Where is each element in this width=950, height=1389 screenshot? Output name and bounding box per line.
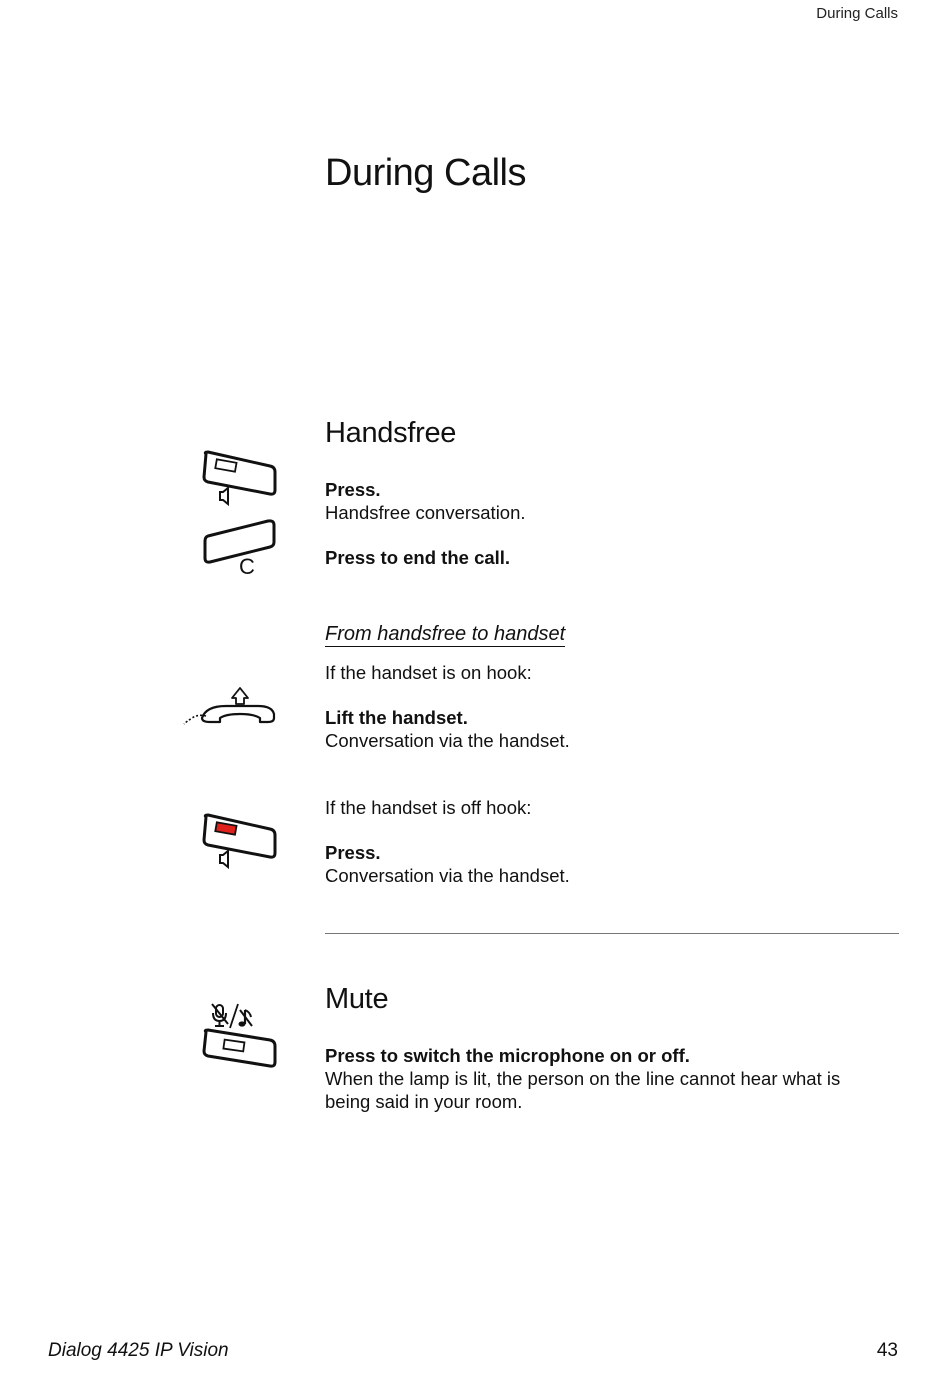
handsfree-step1-result: Handsfree conversation. bbox=[325, 502, 526, 523]
subsection-title: From handsfree to handset bbox=[325, 623, 566, 645]
speaker-key-lit-icon bbox=[200, 813, 280, 873]
mute-description: When the lamp is lit, the person on the line cannot hear what is being said in your room. bbox=[325, 1068, 841, 1112]
page-title: During Calls bbox=[325, 152, 526, 194]
mute-action: Press to switch the microphone on or off. bbox=[325, 1045, 690, 1066]
lift-result: Conversation via the handset. bbox=[325, 730, 570, 751]
lift-handset-icon bbox=[180, 684, 280, 730]
mute-key-icon bbox=[200, 1000, 280, 1070]
lift-action: Lift the handset. bbox=[325, 707, 468, 728]
running-header: During Calls bbox=[816, 5, 898, 22]
mute-title: Mute bbox=[325, 983, 389, 1015]
handsfree-step1-action: Press. bbox=[325, 479, 381, 500]
footer-product: Dialog 4425 IP Vision bbox=[48, 1340, 229, 1361]
handsfree-step2-action: Press to end the call. bbox=[325, 547, 511, 568]
section-divider bbox=[325, 933, 899, 934]
speaker-key-icon bbox=[200, 450, 280, 510]
press-action: Press. bbox=[325, 842, 381, 863]
page-number: 43 bbox=[876, 1340, 898, 1361]
case-off-hook: If the handset is off hook: bbox=[325, 797, 532, 818]
handsfree-title: Handsfree bbox=[325, 417, 457, 449]
case-on-hook: If the handset is on hook: bbox=[325, 662, 532, 683]
press-result: Conversation via the handset. bbox=[325, 865, 570, 886]
clear-key-label: C bbox=[239, 554, 255, 579]
